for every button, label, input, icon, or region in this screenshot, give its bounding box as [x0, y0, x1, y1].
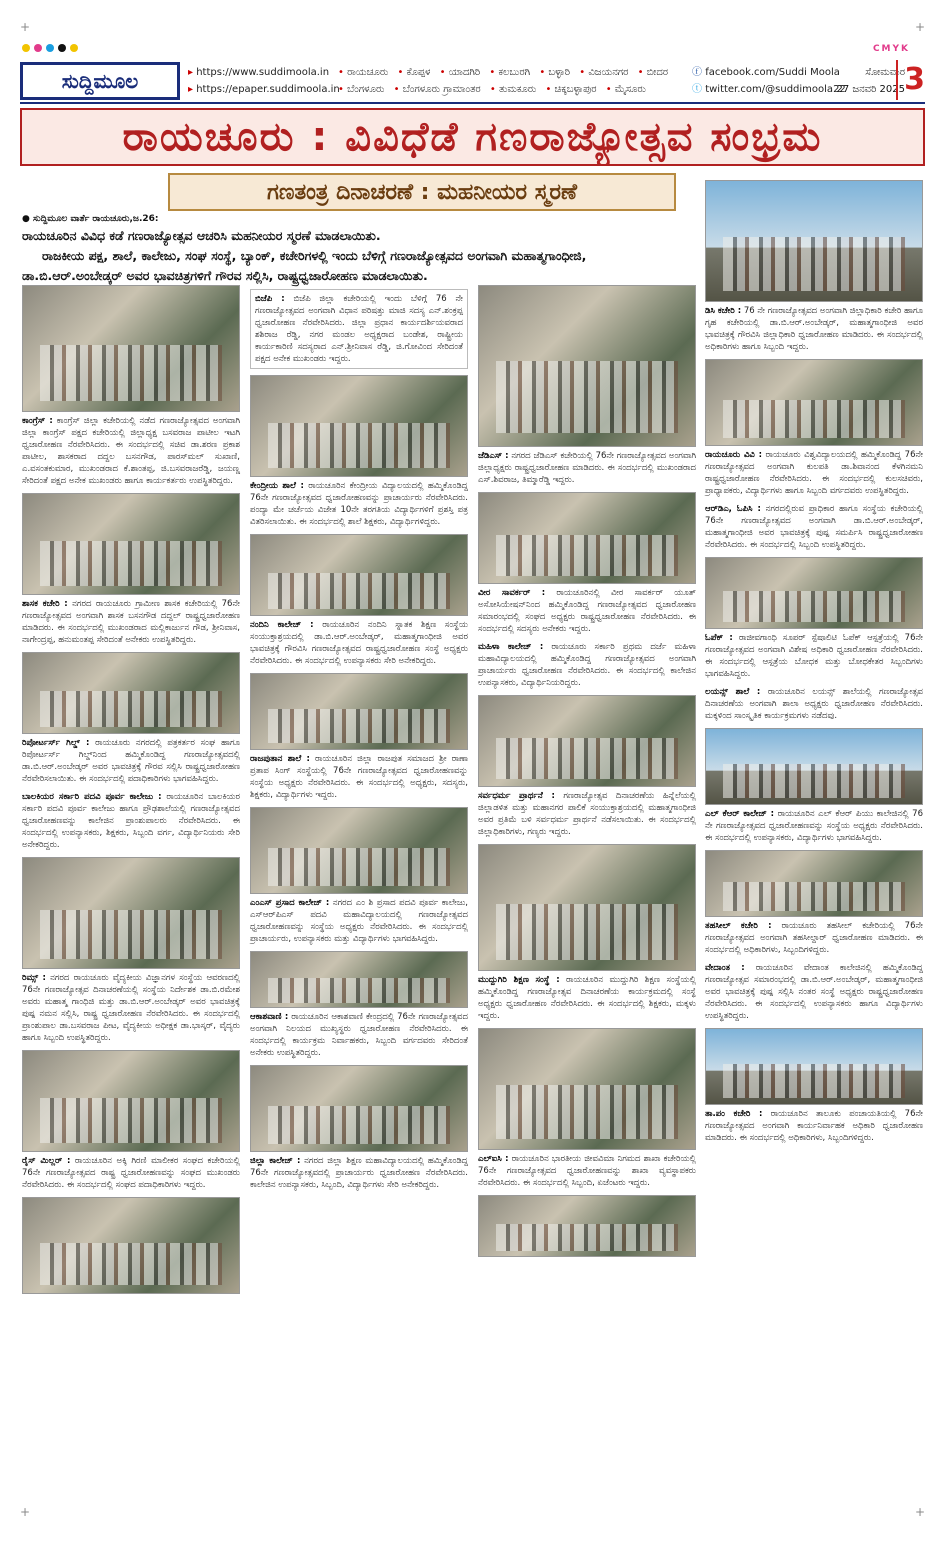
veera-photo	[478, 492, 696, 584]
railmill-photo	[22, 1050, 240, 1152]
article-text: 76 ನೇ ಗಣರಾಜ್ಯೋತ್ಸವದ ಅಂಗವಾಗಿ ಜಿಲ್ಲಾಧಿಕಾರಿ ಕಚೇರಿ ಹಾಗೂ ಗೃಹ ಕಚೇರಿಯಲ್ಲಿ ಡಾ.ಬಿ.ಆರ್.ಅಂಬೇಡ್ಕರ್, ಮಹಾತ್ಮಗಾಂಧೀಜಿ ಅವರ ಭಾವಚಿತ್ರಕ್ಕೆ ಗೌರವಿಸಿ ಜಿಲ್ಲಾಧಿಕಾರಿ ಧ್ವಜಾರೋಹಣ ಮಾಡಿದರು. ಈ ಸಂದರ್ಭದಲ್ಲಿ ಅಧಿಕಾರಿಗಳು ಹಾಗೂ ಸಿಬ್ಬಂದಿ ಇದ್ದರು.	[705, 306, 924, 352]
social-links	[692, 64, 846, 98]
page-number: 3	[896, 60, 925, 100]
msprasad-photo	[250, 807, 468, 894]
article-text: ರಾಯಚೂರಿನ ತಾಲೂಕು ಪಂಚಾಯತಿಯಲ್ಲಿ 76ನೇ ಗಣರಾಜ್ಯೋತ್ಸವದ ಅಂಗವಾಗಿ ಕಾರ್ಯನಿರ್ವಾಹಕ ಅಧಿಕಾರಿ ಧ್ವಜಾರೋಹಣ ಮಾಡಿದರು. ಈ ಸಂದರ್ಭದಲ್ಲಿ ಅಧಿಕಾರಿಗಳು, ಸಿಬ್ಬಂದಿಗಳಿದ್ದರು.	[705, 1109, 923, 1143]
article-text: ಬಿಜೆಪಿ ಜಿಲ್ಲಾ ಕಚೇರಿಯಲ್ಲಿ ಇಂದು ಬೆಳಿಗ್ಗೆ 76 ನೇ ಗಣರಾಜ್ಯೋತ್ಸವದ ಅಂಗವಾಗಿ ವಿಧಾನ ಪರಿಷತ್ತು ಮಾಜಿ ಸದಸ್ಯ ಎನ್.ಶಂಕ್ರಪ್ಪ ಧ್ವಜಾರೋಹಣ ನೆರವೇರಿಸಿದರು. ಜಿಲ್ಲಾ ಪ್ರಧಾನ ಕಾರ್ಯದರ್ಶಿಯವರಾದ ಶಶಿರಾಜ ರೆಡ್ಡಿ, ನಗರ ಮಂಡಲ ಅಧ್ಯಕ್ಷರಾದ ಬಂಡೇಶ, ರಾಷ್ಟ್ರೀಯ ಕಾರ್ಯಕಾರಿಣಿ ಸದಸ್ಯರಾದ ಎನ್.ಶ್ರೀನಿವಾಸ ರೆಡ್ಡಿ, ಜಿ.ಗೋವಿಂದ ಸೇರಿದಂತೆ ಪಕ್ಷದ ಅನೇಕ ಮುಖಂಡರು ಇದ್ದರು.	[255, 294, 464, 364]
article-label: ಸರ್ವಧರ್ಮ ಪ್ರಾರ್ಥನೆ :	[478, 791, 555, 801]
article-text: ರಾಯಚೂರಿನ ಜಿಲ್ಲಾ ರಾಜಪುತ ಸಮಾಜದ ಶ್ರೀ ರಾಣಾ ಪ್ರತಾಪ ಸಿಂಗ್ ಸಂಸ್ಥೆಯಲ್ಲಿ 76ನೇ ಗಣರಾಜ್ಯೋತ್ಸವದ ಧ್ವಜಾರೋಹಣವನ್ನು ಸಂಸ್ಥೆಯ ಅಧ್ಯಕ್ಷರು ನೆರವೇರಿಸಿದರು. ಈ ಸಂದರ್ಭದಲ್ಲಿ ಅಧ್ಯಕ್ಷರು, ಸದಸ್ಯರು, ಶಿಕ್ಷಕರು, ವಿದ್ಯಾರ್ಥಿಗಳು ಇದ್ದರು.	[250, 754, 469, 800]
article-nandini	[250, 619, 468, 667]
lic-photo	[478, 1195, 696, 1257]
article-text: ರಾಯಚೂರು ಸರ್ಕಾರಿ ಪ್ರಥಮ ದರ್ಜೆ ಮಹಿಳಾ ಮಹಾವಿದ್ಯಾಲಯದಲ್ಲಿ ಹಮ್ಮಿಕೊಂಡಿದ್ದ ಗಣರಾಜ್ಯೋತ್ಸವದ ಅಂಗವಾಗಿ ಪ್ರಾಚಾರ್ಯರು ಧ್ವಜಾರೋಹಣ ನೆರವೇರಿಸಿದರು. ಈ ಸಂದರ್ಭದಲ್ಲಿ ಕಾಲೇಜಿನ ಉಪನ್ಯಾಸಕರು, ವಿದ್ಯಾರ್ಥಿನಿಯರಿದ್ದರು.	[478, 642, 697, 688]
article-rims	[22, 972, 240, 1044]
article-akashvani	[250, 1011, 468, 1059]
epaper-link[interactable]: ▸ https://epaper.suddimoola.in	[188, 81, 340, 98]
twitter-link[interactable]	[692, 81, 846, 98]
district-college-photo	[250, 1065, 468, 1152]
bjp-photo	[250, 375, 468, 477]
shasak-photo	[22, 493, 240, 595]
city-name: • ಬಳ್ಳಾರಿ	[539, 67, 570, 78]
column-3	[478, 285, 696, 1257]
article-label: ಆಕಾಶವಾಣಿ :	[250, 1012, 289, 1022]
facebook-icon: ⓕ	[692, 67, 706, 78]
article-railmill	[22, 1155, 240, 1191]
city-name: • ವಿಜಯನಗರ	[579, 67, 628, 78]
registration-dot	[34, 44, 42, 52]
article-label: ವೀರ ಸಾವರ್ಕರ್ :	[478, 588, 546, 598]
lead-line: ರಾಜಕೀಯ ಪಕ್ಷ, ಶಾಲೆ, ಕಾಲೇಜು, ಸಂಘ ಸಂಸ್ಥೆ, ಬ್ಯಾಂಕ್, ಕಚೇರಿಗಳಲ್ಲಿ ಇಂದು ಬೆಳಿಗ್ಗೆ ಗಣರಾಜ್ಯೋತ್ಸವದ ಅಂಗವಾಗಿ ಮಹಾತ್ಮಗಾಂಧೀಜಿ,	[42, 248, 587, 263]
article-label: ಓಪೆಕ್ :	[705, 633, 733, 643]
article-label: ಬಿಜೆಪಿ :	[255, 294, 285, 304]
facebook-handle: facebook.com/Suddi Moola	[705, 67, 840, 78]
column-2	[250, 285, 468, 1197]
article-label: ಜೆಡಿಎಸ್ :	[478, 451, 509, 461]
article-text: ನಗರದ ಎಂ ಶಿ ಪ್ರಸಾದ ಪದವಿ ಪೂರ್ವ ಕಾಲೇಜು, ಎಸ್‌ಆರ್‌ಪಿಎಸ್ ಪದವಿ ಮಹಾವಿದ್ಯಾಲಯದಲ್ಲಿ ಗಣರಾಜ್ಯೋತ್ಸವದ ಧ್ವಜಾರೋಹಣವನ್ನು ಸಂಸ್ಥೆಯ ಅಧ್ಯಕ್ಷರು ನೆರವೇರಿಸಿದರು. ಈ ಸಂದರ್ಭದಲ್ಲಿ ಪ್ರಾಚಾರ್ಯರು, ಉಪನ್ಯಾಸಕರು ಮತ್ತು ವಿದ್ಯಾರ್ಥಿಗಳು ಭಾಗವಹಿಸಿದ್ದರು.	[250, 898, 468, 944]
article-text: ರಾಯಚೂರು ನಗರದಲ್ಲಿ ಪತ್ರಕರ್ತರ ಸಂಘ ಹಾಗೂ ರಿಪೋರ್ಟರ್ಸ್ ಗಿಲ್ಡ್‌ನಿಂದ ಹಮ್ಮಿಕೊಂಡಿದ್ದ ಗಣರಾಜ್ಯೋತ್ಸವದಲ್ಲಿ ಡಾ.ಬಿ.ಆರ್.ಅಂಬೇಡ್ಕರ್ ಅವರ ಭಾವಚಿತ್ರಕ್ಕೆ ಗೌರವ ಸಲ್ಲಿಸಿ ರಾಷ್ಟ್ರಧ್ವಜಾರೋಹಣ ನೆರವೇರಿಸಲಾಯಿತು. ಈ ಸಂದರ್ಭದಲ್ಲಿ ಪದಾಧಿಕಾರಿಗಳು ಭಾಗವಹಿಸಿದ್ದರು.	[22, 738, 240, 784]
article-label: ಕೇಂದ್ರೀಯ ಶಾಲೆ :	[250, 481, 304, 491]
dc-office-photo	[705, 180, 923, 302]
university-photo	[705, 359, 923, 446]
article-text: ರಾಜೀವಗಾಂಧಿ ಸೂಪರ್ ಸ್ಪೆಷಾಲಿಟಿ ಓಪೆಕ್ ಆಸ್ಪತ್ರೆಯಲ್ಲಿ 76ನೇ ಗಣರಾಜ್ಯೋತ್ಸವದ ಅಂಗವಾಗಿ ವಿಶೇಷ ಅಧಿಕಾರಿ ಧ್ವಜಾರೋಹಣ ನೆರವೇರಿಸಿದರು. ಈ ಸಂದರ್ಭದಲ್ಲಿ ಆಸ್ಪತ್ರೆಯ ಬೋಧಕ ಮತ್ತು ಬೋಧಕೇತರ ಸಿಬ್ಬಂದಿಗಳು ಭಾಗವಹಿಸಿದ್ದರು.	[705, 633, 923, 679]
cmyk-marker: CMYK	[872, 44, 910, 54]
article-label: ಜಿಲ್ಲಾ ಕಾಲೇಜ್ :	[250, 1156, 301, 1166]
article-balakiyara	[22, 791, 240, 851]
article-lic	[478, 1153, 696, 1189]
dateline: ● ಸುದ್ದಿಮೂಲ ವಾರ್ತೆ ರಾಯಚೂರು,ಜ.26:	[22, 214, 159, 224]
registration-dot	[58, 44, 66, 52]
article-text: ರಾಯಚೂರಿನ ಅಕ್ಕಿ ಗಿರಣಿ ಮಾಲೀಕರ ಸಂಘದ ಕಚೇರಿಯಲ್ಲಿ 76ನೇ ಗಣರಾಜ್ಯೋತ್ಸವದ ರಾಷ್ಟ್ರ ಧ್ವಜಾರೋಹಣವನ್ನು ಸಂಘದ ಮುಖಂಡರು ನೆರವೇರಿಸಿದರು. ಈ ಸಂದರ್ಭದಲ್ಲಿ ಸಂಘದ ಪದಾಧಿಕಾರಿಗಳು ಇದ್ದರು.	[22, 1156, 240, 1190]
rims-photo	[22, 857, 240, 969]
article-label: ಬಾಲಕಿಯರ ಸರ್ಕಾರಿ ಪದವಿ ಪೂರ್ವ ಕಾಲೇಜು :	[22, 792, 162, 802]
article-shasak	[22, 598, 240, 646]
article-university	[705, 449, 923, 497]
city-name: • ಮೈಸೂರು	[606, 84, 646, 95]
article-text: ರಾಯಚೂರಿನ ಕೇಂದ್ರೀಯ ವಿದ್ಯಾಲಯದಲ್ಲಿ ಹಮ್ಮಿಕೊಂಡಿದ್ದ 76ನೇ ಗಣರಾಜ್ಯೋತ್ಸವದ ಧ್ವಜಾರೋಹಣವನ್ನು ಪ್ರಾಚಾರ್ಯರು ನೆರವೇರಿಸಿದರು. ಪಂದ್ಯಾ ಮೇ ಚರ್ಚೆಯ ವಿಜೇತ 10ನೇ ತರಗತಿಯ ವಿದ್ಯಾರ್ಥಿಗಳಿಗೆ ಪ್ರಶಸ್ತಿ ಪತ್ರ ವಿತರಿಸಲಾಯಿತು. ಈ ಸಂದರ್ಭದಲ್ಲಿ ಶಾಲೆ ಶಿಕ್ಷಕರು, ವಿದ್ಯಾರ್ಥಿಗಳಿದ್ದರು.	[250, 481, 468, 527]
article-rda	[705, 503, 923, 551]
article-label: ರಾಯಚೂರು ವಿವಿ :	[705, 450, 762, 460]
article-label: ರಿಪೋರ್ಟರ್ಸ್ ಗಿಲ್ಡ್ :	[22, 738, 90, 748]
article-label: ಶಾಸಕ ಕಚೇರಿ :	[22, 599, 68, 609]
crop-mark: +	[20, 20, 31, 34]
article-text: ರಾಯಚೂರಿನ ಮುದ್ದುಗಿರಿ ಶಿಕ್ಷಣ ಸಂಸ್ಥೆಯಲ್ಲಿ ಹಮ್ಮಿಕೊಂಡಿದ್ದ ಗಣರಾಜ್ಯೋತ್ಸವ ದಿನಾಚರಣೆಯ ಕಾರ್ಯಕ್ರಮದಲ್ಲಿ ಸಂಸ್ಥೆ ಅಧ್ಯಕ್ಷರು ಧ್ವಜಾರೋಹಣ ನೆರವೇರಿಸಿದರು. ಈ ಸಂದರ್ಭದಲ್ಲಿ ಶಿಕ್ಷಕರು, ಮಕ್ಕಳು ಇದ್ದರು.	[478, 975, 697, 1021]
congress-photo	[22, 285, 240, 412]
article-label: ಎಂಎಸ್ ಪ್ರಸಾದ ಕಾಲೇಜ್ :	[250, 898, 330, 908]
edition-cities	[338, 64, 698, 98]
article-reporters	[22, 737, 240, 785]
city-name: • ಬೆಂಗಳೂರು ಗ್ರಾಮಾಂತರ	[394, 84, 481, 95]
city-name: • ಚಿಕ್ಕಬಳ್ಳಾಪುರ	[545, 84, 596, 95]
article-dc	[705, 305, 923, 353]
article-text: ರಾಯಚೂರಿನ ವೇದಾಂತ ಕಾಲೇಜಿನಲ್ಲಿ ಹಮ್ಮಿಕೊಂಡಿದ್ದ ಗಣರಾಜ್ಯೋತ್ಸವ ಸಮಾರಂಭದಲ್ಲಿ ಡಾ.ಬಿ.ಆರ್.ಅಂಬೇಡ್ಕರ್, ಮಹಾತ್ಮಗಾಂಧೀಜಿ ಅವರ ಭಾವಚಿತ್ರಕ್ಕೆ ಪುಷ್ಪ ಸಲ್ಲಿಸಿ ನಂತರ ಸಂಸ್ಥೆ ಅಧ್ಯಕ್ಷರು ರಾಷ್ಟ್ರಧ್ವಜಾರೋಹಣ ನೆರವೇರಿಸಿದರು. ಈ ಸಂದರ್ಭದಲ್ಲಿ ಉಪನ್ಯಾಸಕರು ಹಾಗೂ ವಿದ್ಯಾರ್ಥಿಗಳು ಉಪಸ್ಥಿತರಿದ್ದರು.	[705, 963, 923, 1021]
sarvadharma-photo	[478, 844, 696, 971]
article-veera	[478, 587, 696, 635]
column-1	[22, 285, 240, 1294]
article-label: ಲಯನ್ಸ್ ಶಾಲೆ :	[705, 687, 761, 697]
article-text: ಕಾಂಗ್ರೆಸ್ ಜಿಲ್ಲಾ ಕಚೇರಿಯಲ್ಲಿ ನಡೆದ ಗಣರಾಜ್ಯೋತ್ಸವದ ಅಂಗವಾಗಿ ಜಿಲ್ಲಾ ಕಾಂಗ್ರೆಸ್ ಪಕ್ಷದ ಕಚೇರಿಯಲ್ಲಿ ಜಿಲ್ಲಾಧ್ಯಕ್ಷ ಬಸವರಾಜ ಪಾಟೀಲ ಇಟಗಿ ಧ್ವಜಾರೋಹಣ ನೆರವೇರಿಸಿದರು. ಈ ಸಂದರ್ಭದಲ್ಲಿ ಸಚಿವ ಡಾ.ಶರಣ ಪ್ರಕಾಶ ಪಾಟೀಲ, ಶಾಸಕರಾದ ದದ್ದಲ ಬಸನಗೌಡ, ಪಾರಸ್‌ಮಲ್ ಸುಖಾಣಿ, ಎ.ವಸಂತಕುಮಾರ, ಮುಖಂಡರಾದ ಕೆ.ಶಾಂತಪ್ಪ, ಜಿ.ಬಸವರಾಜರೆಡ್ಡಿ, ಜಯಣ್ಣ ಸೇರಿದಂತೆ ಪಕ್ಷದ ಅನೇಕ ಮುಖಂಡರು ಹಾಗೂ ಕಾರ್ಯಕರ್ತರು ಉಪಸ್ಥಿತರಿದ್ದರು.	[22, 416, 241, 486]
lkrel-photo	[705, 850, 923, 917]
article-text: ನಗರದ ರಾಯಚೂರು ವೈದ್ಯಕೀಯ ವಿಜ್ಞಾನಗಳ ಸಂಸ್ಥೆಯ ಆವರಣದಲ್ಲಿ 76ನೇ ಗಣರಾಜ್ಯೋತ್ಸವ ದಿನಾಚರಣೆಯಲ್ಲಿ ಸಂಸ್ಥೆಯ ನಿರ್ದೇಶಕ ಡಾ.ಬಿ.ರಮೇಶ ಅವರು ಮಹಾತ್ಮ ಗಾಂಧಿಜಿ ಮತ್ತು ಡಾ.ಬಿ.ಆರ್.ಅಂಬೇಡ್ಕರ್ ಅವರ ಭಾವಚಿತ್ರಕ್ಕೆ ಪುಷ್ಪ ನಮನ ಸಲ್ಲಿಸಿ, ರಾಷ್ಟ್ರ ಧ್ವಜಾರೋಹಣ ನೆರವೇರಿಸಿದರು. ಈ ಸಂದರ್ಭದಲ್ಲಿ ಪ್ರಾಂಶುಪಾಲ ಡಾ.ಬಸವರಾಜ ಪೀಟ, ವೈದ್ಯಕೀಯ ಅಧೀಕ್ಷಕ ಡಾ.ಭಾಸ್ಕರ್, ವೈದ್ಯರು ಹಾಗೂ ಸಿಬ್ಬಂದಿ ಉಪಸ್ಥಿತರಿದ್ದರು.	[22, 973, 240, 1043]
masthead-rule	[20, 102, 925, 104]
twitter-icon: ⓣ	[692, 84, 706, 95]
reporters-photo	[22, 652, 240, 734]
article-opec	[705, 632, 923, 680]
article-text: ಗಣರಾಜ್ಯೋತ್ಸವ ದಿನಾಚರಣೆಯ ಹಿನ್ನೆಲೆಯಲ್ಲಿ ಜಿಲ್ಲಾಡಳಿತ ಮತ್ತು ಮಹಾನಗರ ಪಾಲಿಕೆ ಸಂಯುಕ್ತಾಶ್ರಯದಲ್ಲಿ ಮಹಾತ್ಮಗಾಂಧೀಜಿ ಅವರ ಪ್ರತಿಮೆ ಬಳಿ ಸರ್ವಧರ್ಮ ಪ್ರಾರ್ಥನೆ ನಡೆಸಲಾಯಿತು. ಈ ಸಂದರ್ಭದಲ್ಲಿ ಜಿಲ್ಲಾಧಿಕಾರಿಗಳು, ಗಣ್ಯರು ಇದ್ದರು.	[478, 791, 696, 837]
registration-dot	[22, 44, 30, 52]
lead-line: ರಾಯಚೂರಿನ ವಿವಿಧ ಕಡೆ ಗಣರಾಜ್ಯೋತ್ಸವ ಆಚರಿಸಿ ಮಹನೀಯರ ಸ್ಮರಣೆ ಮಾಡಲಾಯಿತು.	[22, 228, 381, 243]
article-text: ರಾಯಚೂರಿನ ಎಲ್ ಕೆ‌ಆರ್ ಪಿಯು ಕಾಲೇಜಿನಲ್ಲಿ 76 ನೇ ಗಣರಾಜ್ಯೋತ್ಸವದ ಧ್ವಜಾರೋಹಣವನ್ನು ಸಂಸ್ಥೆಯ ಅಧ್ಯಕ್ಷರು ನೆರವೇರಿಸಿದರು. ಈ ಸಂದರ್ಭದಲ್ಲಿ ಉಪನ್ಯಾಸಕರು, ವಿದ್ಯಾರ್ಥಿಗಳು ಭಾಗವಹಿಸಿದ್ದರು.	[705, 809, 923, 843]
article-text: ರಾಯಚೂರಿನ ಲಯನ್ಸ್ ಶಾಲೆಯಲ್ಲಿ ಗಣರಾಜ್ಯೋತ್ಸವ ದಿನಾಚರಣೆಯ ಅಂಗವಾಗಿ ಶಾಲಾ ಅಧ್ಯಕ್ಷರು ಧ್ವಜಾರೋಹಣ ನೆರವೇರಿಸಿದರು. ಮಕ್ಕಳಿಂದ ಸಾಂಸ್ಕೃತಿಕ ಕಾರ್ಯಕ್ರಮಗಳು ನಡೆದವು.	[705, 687, 923, 721]
article-label: ರಿಮ್ಸ್ :	[22, 973, 46, 983]
article-text: ರಾಯಚೂರಿನ ಆಕಾಶವಾಣಿ ಕೇಂದ್ರದಲ್ಲಿ 76ನೇ ಗಣರಾಜ್ಯೋತ್ಸವದ ಅಂಗವಾಗಿ ನಿಲಯದ ಮುಖ್ಯಸ್ಥರು ಧ್ವಜಾರೋಹಣ ನೆರವೇರಿಸಿದರು. ಈ ಸಂದರ್ಭದಲ್ಲಿ ಕಾರ್ಯಕ್ರಮ ನಿರ್ವಾಹಕರು, ಸಿಬ್ಬಂದಿ ವರ್ಗದವರು ಸೇರಿದಂತೆ ಅನೇಕರು ಉಪಸ್ಥಿತರಿದ್ದರು.	[250, 1012, 468, 1058]
city-name: • ತುಮಕೂರು	[490, 84, 536, 95]
article-label: ತಾ.ಪಂ ಕಚೇರಿ :	[705, 1109, 763, 1119]
muddugiri-photo	[478, 1028, 696, 1150]
article-lkrel	[705, 808, 923, 844]
article-label: ಮಹಿಳಾ ಕಾಲೇಜ್ :	[478, 642, 544, 652]
column-4	[705, 180, 923, 1150]
article-text: ರಾಯಚೂರಿನ ಬಾಲಕಿಯರ ಸರ್ಕಾರಿ ಪದವಿ ಪೂರ್ವ ಕಾಲೇಜು ಹಾಗೂ ಪ್ರೌಢಶಾಲೆಯಲ್ಲಿ ಗಣರಾಜ್ಯೋತ್ಸವದ ಧ್ವಜಾರೋಹಣವನ್ನು ಕಾಲೇಜಿನ ಪ್ರಾಂಶುಪಾಲರು ನೆರವೇರಿಸಿದರು. ಈ ಸಂದರ್ಭದಲ್ಲಿ ಉಪನ್ಯಾಸಕರು, ಶಿಕ್ಷಕರು, ಸಿಬ್ಬಂದಿ ವರ್ಗ, ವಿದ್ಯಾರ್ಥಿನಿಯರು ಸೇರಿ ಅನೇಕರಿದ್ದರು.	[22, 792, 241, 850]
tapan-photo	[705, 1028, 923, 1105]
crop-mark: +	[914, 20, 925, 34]
article-text: ರಾಯಚೂರಿನ ಭಾರತೀಯ ಜೀವವಿಮಾ ನಿಗಮದ ಶಾಖಾ ಕಚೇರಿಯಲ್ಲಿ 76ನೇ ಗಣರಾಜ್ಯೋತ್ಸವದ ಧ್ವಜಾರೋಹಣವನ್ನು ಶಾಖಾ ವ್ಯವಸ್ಥಾಪಕರು ನೆರವೇರಿಸಿದರು. ಈ ಸಂದರ್ಭದಲ್ಲಿ ಸಿಬ್ಬಂದಿ, ಏಜೆಂಟರು ಇದ್ದರು.	[478, 1154, 697, 1188]
newspaper-logo[interactable]: ಸುದ್ದಿಮೂಲ	[20, 62, 180, 100]
website-link[interactable]: ▸ https://www.suddimoola.in	[188, 64, 340, 81]
article-text: ನಗರದ ಜೆಡಿಎಸ್ ಕಚೇರಿಯಲ್ಲಿ 76ನೇ ಗಣರಾಜ್ಯೋತ್ಸವದ ಅಂಗವಾಗಿ ಜಿಲ್ಲಾಧ್ಯಕ್ಷರು ರಾಷ್ಟ್ರಧ್ವಜಾರೋಹಣ ಮಾಡಿದರು. ಈ ಸಂದರ್ಭದಲ್ಲಿ ಮುಖಂಡರಾದ ಎಸ್.ಶಿವರಾಜ, ತಿಮ್ಮಾರೆಡ್ಡಿ ಇದ್ದರು.	[478, 451, 697, 485]
article-lions	[705, 686, 923, 722]
city-name: • ರಾಯಚೂರು	[338, 67, 388, 78]
article-tahasil	[705, 920, 923, 956]
article-sarvadharma	[478, 790, 696, 838]
article-label: ಡಿಸಿ ಕಚೇರಿ :	[705, 306, 742, 316]
article-text: ರಾಯಚೂರಿನ ನಂದಿನಿ ಸ್ನಾತಕ ಶಿಕ್ಷಣ ಸಂಸ್ಥೆಯ ಸಂಯುಕ್ತಾಶ್ರಯದಲ್ಲಿ ಡಾ.ಬಿ.ಆರ್.ಅಂಬೇಡ್ಕರ್, ಮಹಾತ್ಮಗಾಂಧೀಜಿ ಅವರ ಭಾವಚಿತ್ರಕ್ಕೆ ಗೌರವಿಸಿ ಗಣರಾಜ್ಯೋತ್ಸವದ ರಾಷ್ಟ್ರಧ್ವಜಾರೋಹಣ ಸಂಸ್ಥೆ ಅಧ್ಯಕ್ಷರು ನೆರವೇರಿಸಿದರು. ಈ ಸಂದರ್ಭದಲ್ಲಿ ಉಪನ್ಯಾಸಕರು ಸೇರಿ ಅನೇಕರಿದ್ದರು.	[250, 620, 468, 666]
issue-date	[835, 64, 905, 98]
lions-photo	[705, 728, 923, 805]
lead-paragraph	[22, 226, 698, 286]
jds-photo	[478, 285, 696, 447]
date: 27 ಜನವರಿ 2025	[836, 84, 905, 95]
article-label: ವೇದಾಂತ :	[705, 963, 745, 973]
sub-headline: ಗಣತಂತ್ರ ದಿನಾಚರಣೆ : ಮಹನೀಯರ ಸ್ಮರಣೆ	[168, 173, 676, 211]
article-text: ನಗರದ ಜಿಲ್ಲಾ ಶಿಕ್ಷಣ ಮಹಾವಿದ್ಯಾಲಯದಲ್ಲಿ ಹಮ್ಮಿಕೊಂಡಿದ್ದ 76ನೇ ಗಣರಾಜ್ಯೋತ್ಸವದಲ್ಲಿ ಪ್ರಾಚಾರ್ಯರು ಧ್ವಜಾರೋಹಣ ನೆರವೇರಿಸಿದರು. ಕಾಲೇಜಿನ ಉಪನ್ಯಾಸಕರು, ಸಿಬ್ಬಂದಿ, ವಿದ್ಯಾರ್ಥಿಗಳು ಸೇರಿ ಅನೇಕರಿದ್ದರು.	[250, 1156, 468, 1190]
kendriya-photo	[250, 534, 468, 616]
akashvani-photo	[250, 951, 468, 1008]
article-kendriya	[250, 480, 468, 528]
crop-mark: +	[20, 1505, 31, 1519]
crop-mark: +	[914, 1505, 925, 1519]
railmill-photo-2	[22, 1197, 240, 1294]
city-name: • ಕಲಬುರಗಿ	[489, 67, 530, 78]
city-name: • ಯಾದಗಿರಿ	[440, 67, 481, 78]
registration-dot	[46, 44, 54, 52]
city-name: • ಬೆಂಗಳೂರು	[338, 84, 384, 95]
article-label: ತಹಸೀಲ್ ಕಚೇರಿ :	[705, 921, 772, 931]
city-name: • ಬೀದರ	[638, 67, 668, 78]
weekday: ಸೋಮವಾರ	[865, 67, 905, 78]
article-jds	[478, 450, 696, 486]
rajputana-photo	[250, 673, 468, 750]
twitter-handle: twitter.com/@suddimoola22	[705, 84, 846, 95]
article-text: ರಾಯಚೂರಿನಲ್ಲಿ ವೀರ ಸಾವರ್ಕರ್ ಯೂತ್ ಅಸೋಸಿಯೇಷನ್‌ನಿಂದ ಹಮ್ಮಿಕೊಂಡಿದ್ದ ಗಣರಾಜ್ಯೋತ್ಸವದ ಧ್ವಜಾರೋಹಣ ಸಮಾರಂಭದಲ್ಲಿ ಸಂಘದ ಅಧ್ಯಕ್ಷರು ರಾಷ್ಟ್ರಧ್ವಜಾರೋಹಣ ನೆರವೇರಿಸಿದರು. ಈ ಸಂದರ್ಭದಲ್ಲಿ ಸದಸ್ಯರು ಅನೇಕರು ಇದ್ದರು.	[478, 588, 697, 634]
masthead	[20, 62, 925, 100]
facebook-link[interactable]	[692, 64, 846, 81]
color-registration-dots	[22, 44, 78, 52]
article-congress	[22, 415, 240, 487]
lead-line: ಡಾ.ಬಿ.ಆರ್.ಅಂಬೇಡ್ಕರ್ ಅವರ ಭಾವಚಿತ್ರಗಳಿಗೆ ಗೌರವ ಸಲ್ಲಿಸಿ, ರಾಷ್ಟ್ರಧ್ವಜಾರೋಹಣ ಮಾಡಲಾಯಿತು.	[22, 268, 428, 283]
article-mahila	[478, 641, 696, 689]
article-district-college	[250, 1155, 468, 1191]
article-vedanta	[705, 962, 923, 1022]
article-text: ನಗರದಲ್ಲಿರುವ ಪ್ರಾಧಿಕಾರ ಹಾಗೂ ಸಂಸ್ಥೆಯ ಕಚೇರಿಯಲ್ಲಿ 76ನೇ ಗಣರಾಜ್ಯೋತ್ಸವದ ಅಂಗವಾಗಿ ಡಾ.ಬಿ.ಆರ್.ಅಂಬೇಡ್ಕರ್, ಮಹಾತ್ಮಗಾಂಧೀಜಿ ಅವರ ಭಾವಚಿತ್ರಕ್ಕೆ ಪುಷ್ಪ ಸಮರ್ಪಿಸಿ ರಾಷ್ಟ್ರಧ್ವಜಾರೋಹಣ ನೆರವೇರಿಸಿದರು. ಈ ಸಂದರ್ಭದಲ್ಲಿ ಸಿಬ್ಬಂದಿ ಉಪಸ್ಥಿತರಿದ್ದರು.	[705, 504, 923, 550]
article-text: ನಗರದ ರಾಯಚೂರು ಗ್ರಾಮೀಣ ಶಾಸಕ ಕಚೇರಿಯಲ್ಲಿ 76ನೇ ಗಣರಾಜ್ಯೋತ್ಸವದ ಅಂಗವಾಗಿ ಶಾಸಕ ಬಸನಗೌಡ ದದ್ದಲ್ ರಾಷ್ಟ್ರಧ್ವಜಾರೋಹಣ ಮಾಡಿದರು. ಈ ಸಂದರ್ಭದಲ್ಲಿ ಮುಖಂಡರಾದ ಮಲ್ಲಿಕಾರ್ಜುನ ಗೌಡ, ಶ್ರೀನಿವಾಸ, ನಾಗೇಂದ್ರಪ್ಪ, ಹನುಮಂತಪ್ಪ ಸೇರಿದಂತೆ ಅನೇಕರು ಉಪಸ್ಥಿತರಿದ್ದರು.	[22, 599, 240, 645]
article-label: ಕಾಂಗ್ರೆಸ್ :	[22, 416, 53, 426]
mahila-photo	[478, 695, 696, 787]
opec-photo	[705, 557, 923, 629]
article-text: ರಾಯಚೂರು ತಹಸೀಲ್ ಕಚೇರಿಯಲ್ಲಿ 76ನೇ ಗಣರಾಜ್ಯೋತ್ಸವದ ಅಂಗವಾಗಿ ತಹಸೀಲ್ದಾರ್ ಧ್ವಜಾರೋಹಣ ಮಾಡಿದರು. ಈ ಸಂದರ್ಭದಲ್ಲಿ ಅಧಿಕಾರಿಗಳು, ಸಿಬ್ಬಂದಿಗಳಿದ್ದರು.	[705, 921, 923, 955]
article-label: ರೈಸ್ ಮಿಲ್ಲರ್ :	[22, 1156, 71, 1166]
article-label: ರಾಜಪುತಾನ ಶಾಲೆ :	[250, 754, 310, 764]
article-text: ರಾಯಚೂರು ವಿಶ್ವವಿದ್ಯಾಲಯದಲ್ಲಿ ಹಮ್ಮಿಕೊಂಡಿದ್ದ 76ನೇ ಗಣರಾಜ್ಯೋತ್ಸವದ ಅಂಗವಾಗಿ ಕುಲಪತಿ ಡಾ.ಶಿವಾನಂದ ಕೆಳಗಿನಮನಿ ರಾಷ್ಟ್ರಧ್ವಜಾರೋಹಣ ನೆರವೇರಿಸಿದರು. ಈ ಸಂದರ್ಭದಲ್ಲಿ ಕುಲಸಚಿವರು, ಪ್ರಾಧ್ಯಾಪಕರು, ವಿದ್ಯಾರ್ಥಿಗಳು ಹಾಗೂ ಸಿಬ್ಬಂದಿ ವರ್ಗದವರು ಉಪಸ್ಥಿತರಿದ್ದರು.	[705, 450, 924, 496]
city-name: • ಕೊಪ್ಪಳ	[397, 67, 430, 78]
registration-dot	[70, 44, 78, 52]
article-label: ಆರ್‌ಡಿಎ, ಓಪಿಸಿ :	[705, 504, 761, 514]
article-bjp	[250, 289, 468, 369]
article-rajputana	[250, 753, 468, 801]
article-label: ಮುದ್ದುಗಿರಿ ಶಿಕ್ಷಣ ಸಂಸ್ಥೆ :	[478, 975, 560, 985]
article-label: ನಂದಿನಿ ಕಾಲೇಜ್ :	[250, 620, 314, 630]
article-muddugiri	[478, 974, 696, 1022]
article-label: ಎಲ್ ಕೆ‌ಆರ್ ಕಾಲೇಜ್ :	[705, 809, 775, 819]
article-label: ಎಲ್‌ಐಸಿ :	[478, 1154, 509, 1164]
main-headline: ರಾಯಚೂರು : ವಿವಿಧೆಡೆ ಗಣರಾಜ್ಯೋತ್ಸವ ಸಂಭ್ರಮ	[20, 108, 925, 166]
website-links	[188, 64, 340, 98]
article-tapan	[705, 1108, 923, 1144]
article-msprasad	[250, 897, 468, 945]
